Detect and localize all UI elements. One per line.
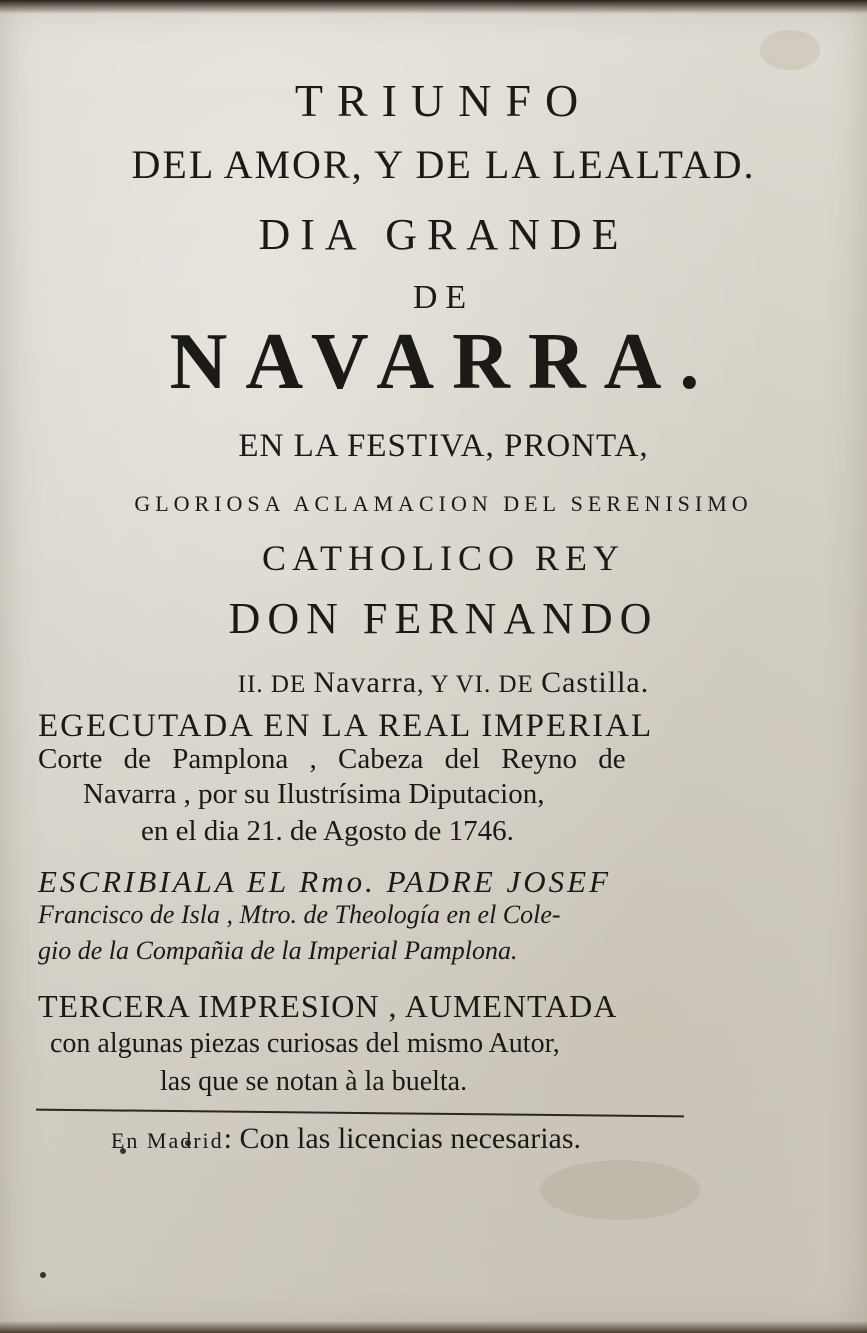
execution-line-3: Navarra , por su Ilustrísima Diputacion, [83,778,545,810]
paper-stain [540,1160,700,1220]
subtitle-line-5 [10,668,867,698]
author-line-3: gio de la Compañia de la Imperial Pamplona. [38,936,518,965]
subtitle-line-5-castilla: Castilla. [541,666,650,699]
imprint-place: En Madrid [110,1128,224,1153]
author-line-2: Francisco de Isla , Mtro. de Theología en el Cole- [38,900,561,929]
title-line-1: TRIUNFO [294,75,593,126]
subtitle-line-5-prefix: II. DE [237,671,314,698]
paper-stain [760,30,820,70]
divider-rule [36,1109,684,1118]
imprint-rest: : Con las licencias necesarias. [223,1122,582,1155]
subtitle-line-5-navarra: Navarra [313,666,418,699]
title-line-5: NAVARRA. [169,318,718,406]
subtitle-line-2: GLORIOSA ACLAMACION DEL SERENISIMO [134,491,753,516]
execution-line-4: en el dia 21. de Agosto de 1746. [141,815,514,847]
edition-line-2: con algunas piezas curiosas del mismo Autor, [50,1028,560,1059]
subtitle-line-1: EN LA FESTIVA, PRONTA, [238,428,649,464]
title-line-4: DE [412,279,475,316]
edition-line-3: las que se notan à la buelta. [160,1066,468,1097]
execution-line-2: Corte de Pamplona , Cabeza del Reyno de [38,743,626,775]
imprint-line [36,1124,656,1154]
title-line-2: DEL AMOR, Y DE LA LEALTAD. [131,142,756,187]
page-bottom-edge [0,1321,867,1333]
edition-line-1: TERCERA IMPRESION , AUMENTADA [38,988,618,1024]
title-line-3: DIA GRANDE [258,210,629,259]
subtitle-line-3: CATHOLICO REY [262,538,625,578]
subtitle-line-5-mid: , Y VI. DE [417,671,542,698]
execution-line-1: EGECUTADA EN LA REAL IMPERIAL [38,708,654,744]
subtitle-line-4: DON FERNANDO [228,594,659,643]
page-top-edge [0,0,867,14]
author-line-1: ESCRIBIALA EL Rmo. PADRE JOSEF [38,864,612,899]
ink-speck [40,1272,46,1278]
